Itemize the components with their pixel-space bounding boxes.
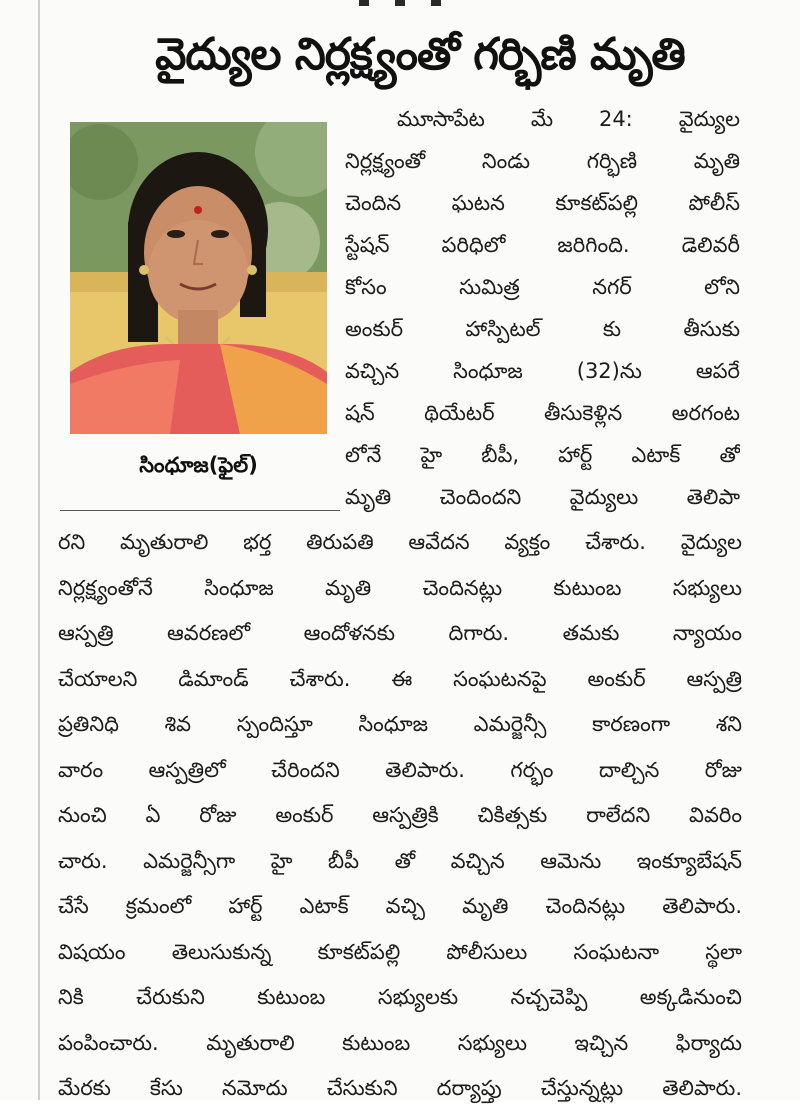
body-line: అంకుర్ హాస్పిటల్ కు తీసుకు	[345, 317, 740, 341]
body-line: ఆస్పత్రి ఆవరణలో ఆందోళనకు దిగారు. తమకు న్యాయం	[58, 621, 742, 645]
article-headline: వైద్యుల నిర్లక్ష్యంతో గర్భిణి మృతి	[155, 29, 685, 80]
body-line: లోనే హై బీపీ, హార్ట్ ఎటాక్ తో	[345, 443, 740, 467]
body-line: మృతి చెందిందని వైద్యులు తెలిపా	[345, 485, 740, 509]
body-line: విషయం తెలుసుకున్న కూకట్‌పల్లి పోలీసులు సంఘటనా స్థలా	[58, 939, 742, 964]
body-line: చారు. ఎమర్జెన్సీగా హై బీపీ తో వచ్చిన ఆమెను ఇంక్యూబేషన్	[58, 848, 742, 873]
body-line: మేరకు కేసు నమోదు చేసుకుని దర్యాప్తు చేస్తున్నట్లు తెలిపారు.	[58, 1076, 742, 1100]
column-rule	[38, 0, 40, 1100]
body-line: షన్ థియేటర్ తీసుకెళ్లిన అరగంట	[345, 401, 740, 425]
body-line: వచ్చిన సింధూజ (32)ను ఆపరే	[345, 359, 740, 383]
body-line: నిర్లక్ష్యంతో నిండు గర్భిణి మృతి	[345, 149, 740, 173]
photo-caption: సింధూజ(ఫైల్)	[139, 453, 258, 477]
body-line: స్టేషన్ పరిధిలో జరిగింది. డెలివరీ	[345, 233, 740, 257]
body-line: నికి చేరుకుని కుటుంబ సభ్యులకు నచ్చచెప్పి అక్కడినుంచి	[58, 985, 742, 1009]
body-line: చెందిన ఘటన కూకట్‌పల్లి పోలీస్	[345, 191, 740, 215]
body-line: పంపించారు. మృతురాలి కుటుంబ సభ్యులు ఇచ్చిన ఫిర్యాదు	[58, 1030, 742, 1055]
body-line: రని మృతురాలి భర్త తిరుపతి ఆవేదన వ్యక్తం చేశారు. వైద్యుల	[58, 530, 742, 554]
article-body-full-column	[58, 520, 742, 1112]
cut-edge-marks	[250, 0, 550, 6]
body-line: వారం ఆస్పత్రిలో చేరిందని తెలిపారు. గర్భం దాల్చిన రోజు	[58, 757, 742, 782]
body-line: చేసే క్రమంలో హార్ట్ ఎటాక్ వచ్చి మృతి చెందినట్లు తెలిపారు.	[58, 894, 742, 918]
body-line: చేయాలని డిమాండ్ చేశారు. ఈ సంఘటనపై అంకుర్ ఆస్పత్రి	[58, 666, 742, 691]
body-line: నుంచి ఏ రోజు అంకుర్ ఆస్పత్రికి చికిత్సకు రాలేదని వివరిం	[58, 803, 742, 827]
body-line: మూసాపేట మే 24: వైద్యుల	[397, 107, 740, 131]
body-line: నిర్లక్ష్యంతోనే సింధూజ మృతి చెందినట్లు కుటుంబ సభ్యులు	[58, 575, 742, 600]
caption-divider	[60, 510, 340, 511]
article-body-side-column	[345, 98, 740, 518]
body-line: ప్రతినిధి శివ స్పందిస్తూ సింధూజ ఎమర్జెన్సీ కారణంగా శని	[58, 712, 742, 736]
portrait-photo-icon	[70, 122, 327, 434]
body-line: కోసం సుమిత్ర నగర్ లోని	[345, 275, 740, 299]
